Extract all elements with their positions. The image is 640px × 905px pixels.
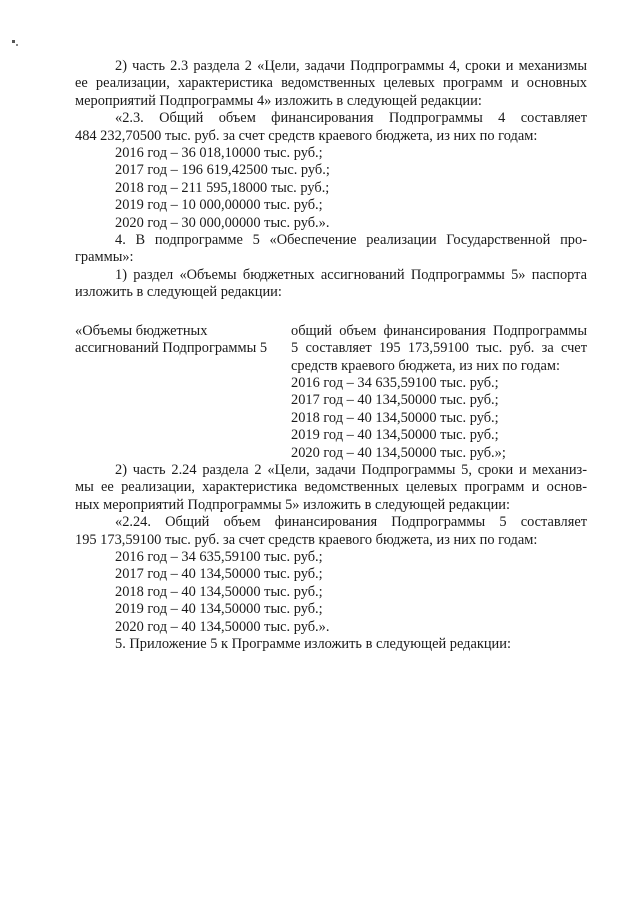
spacer <box>75 302 587 323</box>
section-2-3-total <box>75 110 587 145</box>
year-line: 2016 год – 34 635,59100 тыс. руб.; <box>291 374 499 391</box>
text-line: 2) часть 2.24 раздела 2 «Цели, задачи Подпрограммы 5, сроки и механиз- <box>115 461 587 478</box>
text-line: ных мероприятий Подпрограммы 5» изложить в следующей редакции: <box>75 496 510 513</box>
passport-table-value <box>291 323 587 462</box>
year-line: 2020 год – 40 134,50000 тыс. руб.». <box>115 618 330 635</box>
scan-mark <box>16 44 18 46</box>
item-4-1 <box>75 267 587 302</box>
year-line: 2017 год – 40 134,50000 тыс. руб.; <box>115 566 323 583</box>
text-line: 484 232,70500 тыс. руб. за счет средств краевого бюджета, из них по годам: <box>75 127 538 144</box>
text-line: граммы»: <box>75 249 134 266</box>
year-line: 2020 год – 40 134,50000 тыс. руб.»; <box>291 444 506 461</box>
year-line: 2019 год – 40 134,50000 тыс. руб.; <box>115 601 323 618</box>
year-line: 2018 год – 40 134,50000 тыс. руб.; <box>115 583 323 600</box>
text-line: мероприятий Подпрограммы 4» изложить в следующей редакции: <box>75 92 482 109</box>
text-line: 4. В подпрограмме 5 «Обеспечение реализации Государственной про- <box>115 232 587 249</box>
text-line: 1) раздел «Объемы бюджетных ассигнований Подпрограммы 5» паспорта <box>115 266 587 283</box>
section-2-24-intro <box>75 462 587 514</box>
text-line: «2.3. Общий объем финансирования Подпрограммы 4 составляет <box>115 110 587 127</box>
year-line: 2019 год – 40 134,50000 тыс. руб.; <box>291 427 499 444</box>
year-line: 2017 год – 40 134,50000 тыс. руб.; <box>291 392 499 409</box>
text-line: «Объемы бюджетных <box>75 322 208 339</box>
year-line: 2018 год – 211 595,18000 тыс. руб.; <box>115 179 330 196</box>
year-line: 2019 год – 10 000,00000 тыс. руб.; <box>115 197 323 214</box>
year-line: 2016 год – 36 018,10000 тыс. руб.; <box>115 145 323 162</box>
text-line: средств краевого бюджета, из них по годам: <box>291 357 561 374</box>
text-line: мы ее реализации, характеристика ведомственных целевых программ и основ- <box>75 479 587 496</box>
section-2-3-intro <box>75 58 587 110</box>
year-line: 2020 год – 30 000,00000 тыс. руб.». <box>115 214 330 231</box>
section-2-24-total <box>75 514 587 549</box>
year-line: 2018 год – 40 134,50000 тыс. руб.; <box>291 409 499 426</box>
text-line: общий объем финансирования Подпрограммы <box>291 322 587 339</box>
passport-table-label <box>75 323 275 462</box>
section-2-24-years <box>75 549 587 636</box>
year-line: 2017 год – 196 619,42500 тыс. руб.; <box>115 162 330 179</box>
text-line: «2.24. Общий объем финансирования Подпрограммы 5 составляет <box>115 514 587 531</box>
text-line: 2) часть 2.3 раздела 2 «Цели, задачи Подпрограммы 4, сроки и механизмы <box>115 58 587 74</box>
text-line: изложить в следующей редакции: <box>75 284 282 301</box>
year-line: 2016 год – 34 635,59100 тыс. руб.; <box>115 548 323 565</box>
text-line: 195 173,59100 тыс. руб. за счет средств краевого бюджета, из них по годам: <box>75 531 538 548</box>
scan-mark <box>12 40 15 43</box>
passport-table <box>75 323 587 462</box>
document-body <box>75 58 587 653</box>
section-2-3-years <box>75 145 587 232</box>
text-line: ее реализации, характеристика ведомственных целевых программ и основных <box>75 75 587 92</box>
item-5: 5. Приложение 5 к Программе изложить в следующей редакции: <box>115 636 511 652</box>
item-4 <box>75 232 587 267</box>
text-line: ассигнований Подпрограммы 5 <box>75 340 268 357</box>
text-line: 5 составляет 195 173,59100 тыс. руб. за счет <box>291 340 587 357</box>
